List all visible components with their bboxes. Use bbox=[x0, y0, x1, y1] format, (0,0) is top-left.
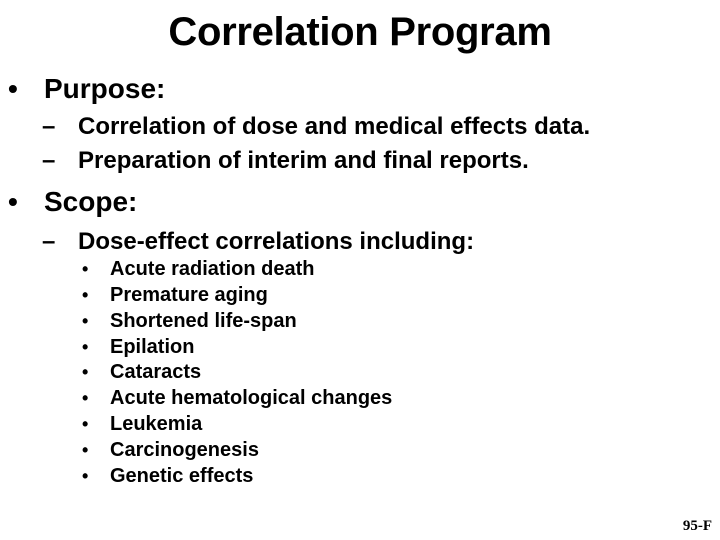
scope-heading bbox=[8, 185, 138, 219]
effect-list-item bbox=[82, 463, 254, 489]
bullet-icon: • bbox=[82, 388, 89, 408]
purpose-item bbox=[42, 112, 591, 142]
bullet-icon: • bbox=[82, 311, 89, 331]
effect-text: Epilation bbox=[110, 336, 195, 358]
effect-list-item bbox=[82, 385, 393, 411]
scope-heading-text: Scope: bbox=[44, 186, 138, 217]
effect-list-item bbox=[82, 256, 315, 282]
effect-list-item bbox=[82, 308, 297, 334]
scope-item-text: Dose-effect correlations including: bbox=[78, 228, 475, 255]
purpose-item bbox=[42, 146, 529, 176]
scope-item bbox=[42, 227, 475, 257]
bullet-icon: • bbox=[82, 337, 89, 357]
effect-text: Shortened life-span bbox=[110, 310, 297, 332]
bullet-icon: • bbox=[8, 73, 18, 104]
effect-text: Premature aging bbox=[110, 284, 268, 306]
dash-icon: – bbox=[42, 228, 56, 255]
effect-text: Genetic effects bbox=[110, 465, 254, 487]
effect-text: Cataracts bbox=[110, 361, 202, 383]
bullet-icon: • bbox=[82, 466, 89, 486]
dash-icon: – bbox=[42, 147, 56, 174]
bullet-icon: • bbox=[82, 414, 89, 434]
effect-list-item bbox=[82, 282, 268, 308]
effect-list-item bbox=[82, 334, 195, 360]
effect-list-item bbox=[82, 437, 259, 463]
bullet-icon: • bbox=[82, 362, 89, 382]
bullet-icon: • bbox=[82, 285, 89, 305]
effect-text: Acute hematological changes bbox=[110, 387, 393, 409]
purpose-heading bbox=[8, 72, 166, 106]
effect-text: Carcinogenesis bbox=[110, 439, 259, 461]
effect-text: Acute radiation death bbox=[110, 258, 315, 280]
effect-list-item bbox=[82, 359, 202, 385]
slide-title: Correlation Program bbox=[168, 10, 552, 54]
effect-list-item bbox=[82, 411, 203, 437]
slide-code: 95-F bbox=[682, 518, 712, 534]
effect-text: Leukemia bbox=[110, 413, 203, 435]
bullet-icon: • bbox=[8, 186, 18, 217]
purpose-item-text: Correlation of dose and medical effects data. bbox=[78, 113, 591, 140]
purpose-item-text: Preparation of interim and final reports. bbox=[78, 147, 529, 174]
purpose-heading-text: Purpose: bbox=[44, 73, 166, 104]
bullet-icon: • bbox=[82, 440, 89, 460]
dash-icon: – bbox=[42, 113, 56, 140]
bullet-icon: • bbox=[82, 259, 89, 279]
